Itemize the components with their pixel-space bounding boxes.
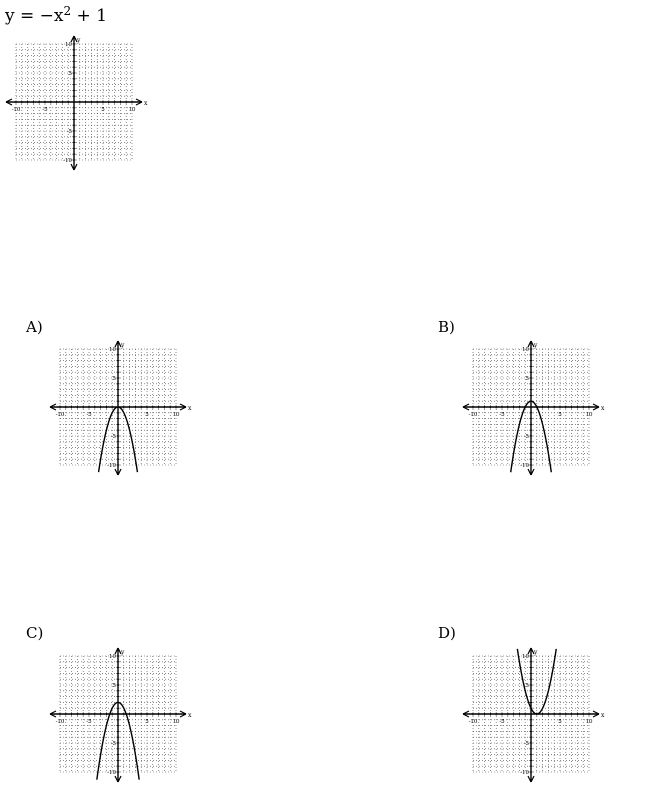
choice-d-label[interactable]: D) xyxy=(438,624,456,642)
y-tick-label: -5 xyxy=(110,434,116,440)
y-tick-label: -5 xyxy=(66,129,72,135)
y-tick-label: -5 xyxy=(523,434,529,440)
x-tick-label: -5 xyxy=(86,412,92,418)
question-minus: − xyxy=(39,6,54,26)
x-axis-label: x xyxy=(601,712,605,719)
y-axis-label: y xyxy=(534,649,538,656)
x-tick-label: -5 xyxy=(86,719,92,725)
question-variable: x xyxy=(53,6,64,26)
x-axis-label: x xyxy=(188,712,192,719)
x-tick-label: 10 xyxy=(585,719,593,725)
question-rest: + 1 xyxy=(71,6,108,26)
y-tick-label: -10 xyxy=(520,463,529,469)
y-tick-label: 5 xyxy=(112,376,116,382)
question-equation xyxy=(5,6,107,26)
y-tick-label: -10 xyxy=(520,770,529,776)
y-axis-label: y xyxy=(534,342,538,349)
x-tick-label: 5 xyxy=(101,107,105,113)
x-tick-label: 10 xyxy=(172,719,180,725)
choice-b-label[interactable]: B) xyxy=(438,318,455,336)
x-tick-label: 5 xyxy=(145,412,149,418)
x-tick-label: 10 xyxy=(128,107,136,113)
question-graph xyxy=(0,37,150,175)
x-tick-label: -10 xyxy=(468,412,478,418)
x-axis-label: x xyxy=(601,405,605,412)
x-tick-label: -10 xyxy=(468,719,478,725)
y-axis-label: y xyxy=(121,649,125,656)
y-tick-label: 5 xyxy=(112,683,116,689)
y-tick-label: 5 xyxy=(525,376,529,382)
x-axis-label: x xyxy=(188,405,192,412)
x-tick-label: -10 xyxy=(55,412,65,418)
y-tick-label: 5 xyxy=(525,683,529,689)
x-tick-label: -10 xyxy=(55,719,65,725)
x-tick-label: -5 xyxy=(42,107,48,113)
y-tick-label: 10 xyxy=(522,347,529,353)
choice-a-label[interactable]: A) xyxy=(26,318,43,336)
y-tick-label: -10 xyxy=(63,158,72,164)
choice-b-graph[interactable] xyxy=(457,342,607,480)
y-tick-label: 10 xyxy=(109,347,116,353)
x-tick-label: 10 xyxy=(172,412,180,418)
question-exponent: 2 xyxy=(63,4,72,18)
x-tick-label: 5 xyxy=(558,719,562,725)
y-tick-label: -5 xyxy=(523,741,529,747)
y-tick-label: 5 xyxy=(68,71,72,77)
x-tick-label: 10 xyxy=(585,412,593,418)
y-tick-label: -10 xyxy=(107,463,116,469)
choice-c-graph[interactable] xyxy=(44,649,194,787)
x-tick-label: -5 xyxy=(499,719,505,725)
x-axis-label: x xyxy=(144,100,148,107)
x-tick-label: 5 xyxy=(558,412,562,418)
y-tick-label: -10 xyxy=(107,770,116,776)
y-tick-label: -5 xyxy=(110,741,116,747)
choice-c-label[interactable]: C) xyxy=(26,624,44,642)
y-tick-label: 10 xyxy=(109,654,116,660)
y-tick-label: 10 xyxy=(522,654,529,660)
y-axis-label: y xyxy=(77,37,81,44)
choice-a-graph[interactable] xyxy=(44,342,194,480)
x-tick-label: -5 xyxy=(499,412,505,418)
x-tick-label: 5 xyxy=(145,719,149,725)
question-lhs: y = xyxy=(5,6,40,26)
y-tick-label: 10 xyxy=(65,42,72,48)
y-axis-label: y xyxy=(121,342,125,349)
choice-d-graph[interactable] xyxy=(457,649,607,787)
x-tick-label: -10 xyxy=(11,107,21,113)
